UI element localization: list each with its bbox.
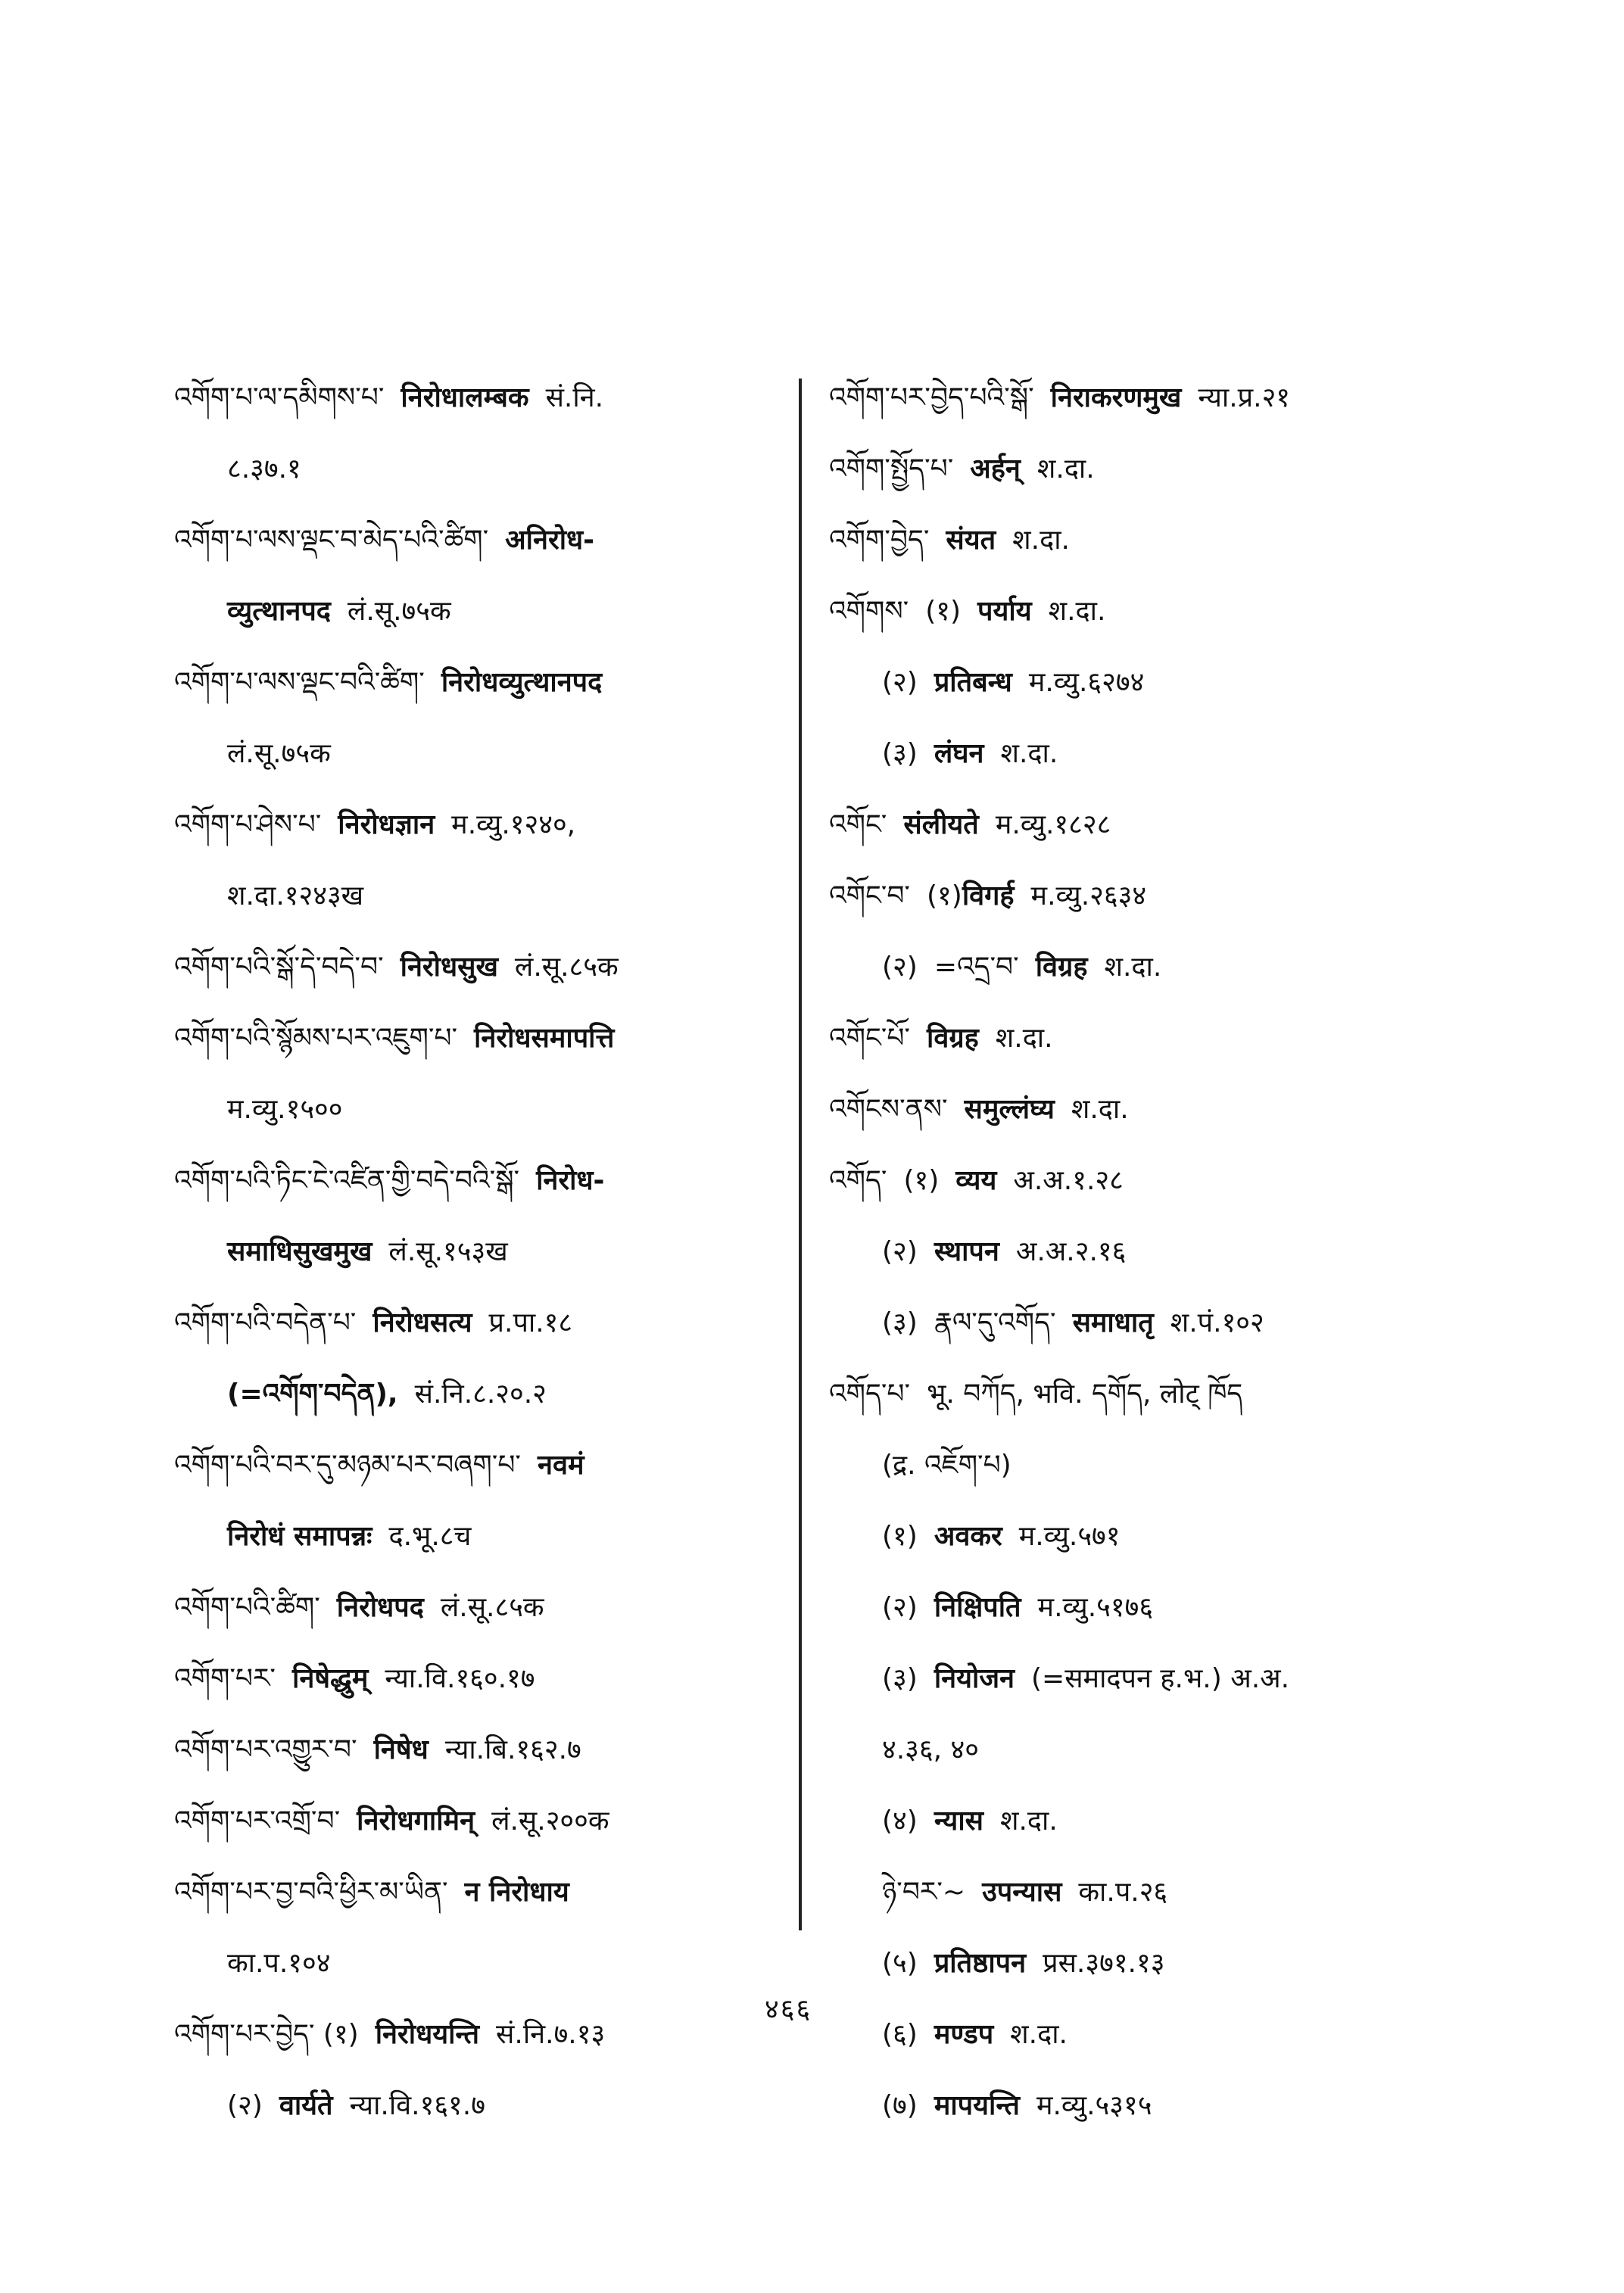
entry-sense: (२) वार्यते न्या.वि.१६१.७ [227,2089,485,2121]
entry-sense: (३) नियोजन (=समादपन ह.भ.) अ.अ. [882,1662,1290,1694]
entry-sense: (२) =འདྲ་བ་ विग्रह श.दा. [882,951,1162,983]
entry-sense: (७) मापयन्ति म.व्यु.५३१५ [882,2089,1152,2121]
entry-sense: (३) རྣལ་དུ་འགོད་ समाधातृ श.पं.१०२ [882,1307,1264,1338]
entry-continuation: म.व्यु.१५०० [227,1093,343,1125]
entry: འགོག་པའི་བར་དུ་མཉམ་པར་བཞག་པ་ नवमं [174,1449,584,1481]
entry-continuation: व्युत्थानपद लं.सू.७५क [227,595,451,627]
entry: འགོག་པར་འགྲོ་བ་ निरोधगामिन् लं.सू.२००क [174,1805,609,1837]
entry: འགོག་པའི་ཏིང་ངེ་འཛིན་གྱི་བདེ་བའི་སྒོ་ निरोध- [174,1164,605,1196]
entry: འགོག་པར་ निषेद्धुम् न्या.वि.१६०.१७ [174,1662,535,1694]
entry: འགོག་པའི་སྒོ་དེ་བདེ་བ་ निरोधसुख लं.सू.८५क [174,951,619,983]
entry: འགོག་པའི་བདེན་པ་ निरोधसत्य प्र.पा.१८ [174,1307,573,1338]
entry: འགོང་པོ་ विग्रह श.दा. [829,1022,1053,1054]
entry: འགོད་ (१) व्यय अ.अ.१.२८ [829,1164,1124,1196]
entry: འགོག་པར་བྱེད་ (१) निरोधयन्ति सं.नि.७.१३ [174,2018,606,2050]
entry: འགོང་བ་ (१) विगर्ह म.व्यु.२६३४ [829,880,1147,911]
entry: འགོག་པ་ལ་དམིགས་པ་ निरोधालम्बक सं.नि. [174,382,604,413]
right-column [829,362,1457,2141]
entry-sense: (२) प्रतिबन्ध म.व्यु.६२७४ [882,666,1145,698]
entry: འགོག་པ་ཤེས་པ་ निरोधज्ञान म.व्यु.१२४०, [174,808,576,840]
entry-continuation: निरोधं समापन्नः द.भू.८च [227,1520,472,1552]
entry: འགོག་པའི་སྙོམས་པར་འཇུག་པ་ निरोधसमापत्ति [174,1022,615,1054]
entry-sense: (४) न्यास श.दा. [882,1805,1058,1837]
entry: འགོང་ संलीयते म.व्यु.१८२८ [829,808,1111,840]
entry-continuation: श.दा.१२४३ख [227,880,364,911]
entry-sense: (१) अवकर म.व्यु.५७१ [882,1520,1121,1552]
entry: འགོག་པར་བྱེད་པའི་སྒོ་ निराकरणमुख न्या.प्र.२१ [829,382,1291,413]
entry: འགོག་པའི་ཚིག་ निरोधपद लं.सू.८५क [174,1591,544,1623]
entry-continuation: (द्र. འཇོག་པ) [882,1449,1011,1481]
entry: འགོག་པར་བྱ་བའི་ཕྱིར་མ་ཡིན་ न निरोधाय [174,1876,569,1908]
entry: འགོངས་ནས་ समुल्लंघ्य श.दा. [829,1093,1129,1125]
entry: འགོག་སྤྱོད་པ་ अर्हन् श.दा. [829,453,1095,484]
entry-sense: (६) मण्डप श.दा. [882,2018,1068,2050]
entry: འགོག་པ་ལས་ལྡང་བ་མེད་པའི་ཚིག་ अनिरोध- [174,524,595,556]
page-number: ४६६ [765,1994,812,2025]
entry: འགོགས་ (१) पर्याय श.दा. [829,595,1106,627]
entry: འགོག་པར་འགྱུར་བ་ निषेध न्या.बि.१६२.७ [174,1734,581,1765]
entry-continuation: का.प.१०४ [227,1947,331,1979]
entry-continuation: ८.३७.१ [227,453,301,484]
entry-sense: (५) प्रतिष्ठापन प्रस.३७१.१३ [882,1947,1165,1979]
entry-continuation: ४.३६, ४० [882,1734,979,1765]
entry-compound: ཉེ་བར་~ उपन्यास का.प.२६ [882,1876,1168,1908]
entry-sense: (३) लंघन श.दा. [882,737,1058,769]
entry-continuation: समाधिसुखमुख लं.सू.१५३ख [227,1235,508,1267]
entry: འགོད་པ་ भू. བཀོད, भवि. དགོད, लोट् ཁོད [829,1378,1243,1410]
entry-sense: (२) निक्षिपति म.व्यु.५१७६ [882,1591,1154,1623]
entry: འགོག་བྱེད་ संयत श.दा. [829,524,1070,556]
column-divider [799,379,802,1930]
entry-sense: (२) स्थापन अ.अ.२.१६ [882,1235,1127,1267]
entry-continuation: लं.सू.७५क [227,737,331,769]
left-column [174,362,795,2141]
entry: འགོག་པ་ལས་ལྡང་བའི་ཚིག་ निरोधव्युत्थानपद [174,666,603,698]
entry-continuation: (=འགོག་བདེན), सं.नि.८.२०.२ [227,1378,547,1410]
